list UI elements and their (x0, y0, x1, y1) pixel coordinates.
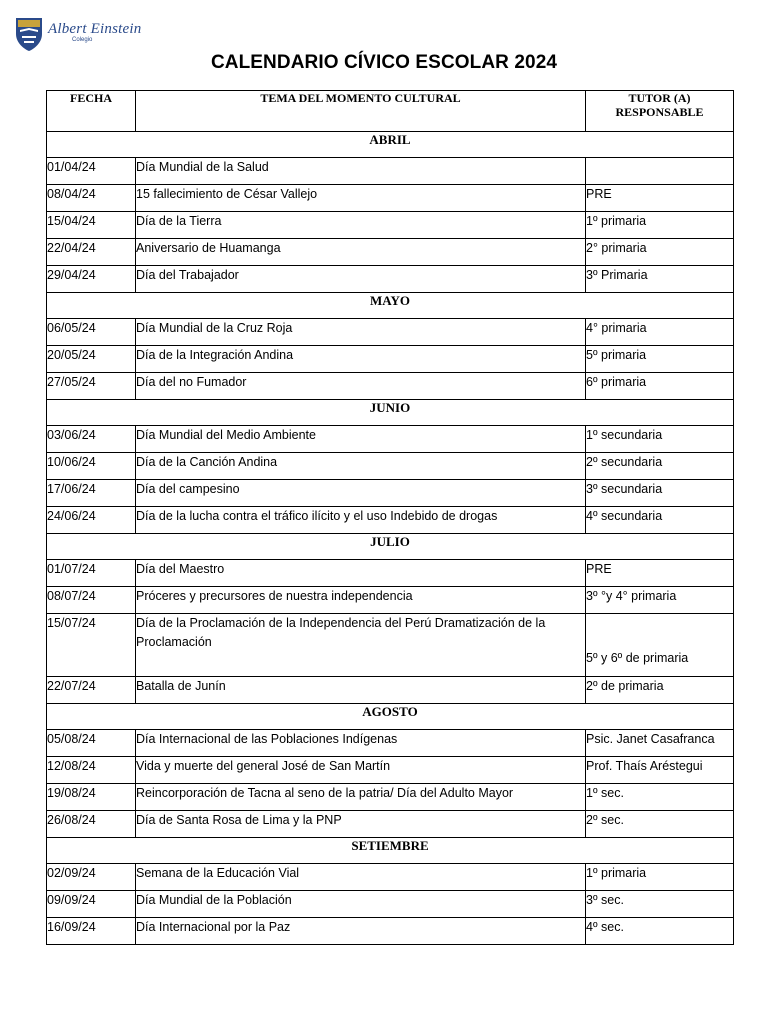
date-cell: 09/09/24 (47, 891, 136, 918)
tutor-cell: 1º primaria (586, 212, 734, 239)
logo-name: Albert Einstein (48, 21, 142, 37)
date-cell: 08/07/24 (47, 587, 136, 614)
table-row (47, 373, 734, 400)
date-cell: 29/04/24 (47, 266, 136, 293)
topic-cell: Día Mundial de la Población (136, 891, 586, 918)
school-logo (14, 16, 144, 56)
table-row (47, 614, 734, 677)
tutor-cell: Psic. Janet Casafranca (586, 730, 734, 757)
month-heading: JULIO (47, 534, 734, 560)
date-cell: 17/06/24 (47, 480, 136, 507)
tutor-cell: 3º sec. (586, 891, 734, 918)
table-row (47, 346, 734, 373)
tutor-cell: 2° primaria (586, 239, 734, 266)
tutor-cell: 1º secundaria (586, 426, 734, 453)
date-cell: 02/09/24 (47, 864, 136, 891)
column-header-tutor (586, 91, 734, 132)
table-row (47, 319, 734, 346)
month-row (47, 838, 734, 864)
date-cell: 22/07/24 (47, 677, 136, 704)
calendar-body (47, 132, 734, 945)
tutor-cell: 3º Primaria (586, 266, 734, 293)
date-cell: 22/04/24 (47, 239, 136, 266)
table-row (47, 811, 734, 838)
date-cell: 03/06/24 (47, 426, 136, 453)
month-row (47, 534, 734, 560)
table-row (47, 185, 734, 212)
table-header-row (47, 91, 734, 132)
date-cell: 27/05/24 (47, 373, 136, 400)
tutor-cell: 5º primaria (586, 346, 734, 373)
tutor-cell: 6º primaria (586, 373, 734, 400)
tutor-cell: 4° primaria (586, 319, 734, 346)
date-cell: 15/04/24 (47, 212, 136, 239)
table-row (47, 757, 734, 784)
shield-crest-icon (14, 16, 44, 52)
table-row (47, 480, 734, 507)
tutor-header-line2: RESPONSABLE (615, 105, 704, 119)
month-row (47, 132, 734, 158)
date-cell: 20/05/24 (47, 346, 136, 373)
table-row (47, 266, 734, 293)
month-heading: JUNIO (47, 400, 734, 426)
table-row (47, 426, 734, 453)
table-row (47, 918, 734, 945)
table-row (47, 677, 734, 704)
date-cell: 08/04/24 (47, 185, 136, 212)
table-row (47, 212, 734, 239)
tutor-cell: 5º y 6º de primaria (586, 614, 734, 677)
topic-cell: Semana de la Educación Vial (136, 864, 586, 891)
date-cell: 15/07/24 (47, 614, 136, 677)
calendar-table (46, 90, 734, 945)
topic-cell: Día de la Tierra (136, 212, 586, 239)
topic-cell: Día Mundial de la Salud (136, 158, 586, 185)
tutor-cell: 2º secundaria (586, 453, 734, 480)
topic-cell: Día Mundial de la Cruz Roja (136, 319, 586, 346)
month-heading: SETIEMBRE (47, 838, 734, 864)
topic-cell: Día de la lucha contra el tráfico ilícito y el uso Indebido de drogas (136, 507, 586, 534)
topic-cell: 15 fallecimiento de César Vallejo (136, 185, 586, 212)
tutor-header-line1: TUTOR (A) (628, 91, 691, 105)
table-row (47, 730, 734, 757)
topic-cell: Batalla de Junín (136, 677, 586, 704)
tutor-cell: PRE (586, 560, 734, 587)
topic-cell: Día de la Proclamación de la Independencia del Perú Dramatización de la Proclamación (136, 614, 586, 677)
date-cell: 01/07/24 (47, 560, 136, 587)
table-row (47, 239, 734, 266)
date-cell: 16/09/24 (47, 918, 136, 945)
topic-cell: Vida y muerte del general José de San Martín (136, 757, 586, 784)
date-cell: 01/04/24 (47, 158, 136, 185)
topic-cell: Día Mundial del Medio Ambiente (136, 426, 586, 453)
month-row (47, 400, 734, 426)
document-title: CALENDARIO CÍVICO ESCOLAR 2024 (210, 52, 558, 73)
tutor-cell: 4º sec. (586, 918, 734, 945)
date-cell: 24/06/24 (47, 507, 136, 534)
month-row (47, 704, 734, 730)
logo-subtitle: Colegio (72, 37, 93, 43)
tutor-cell: PRE (586, 185, 734, 212)
logo-wordmark (48, 20, 141, 38)
topic-cell: Próceres y precursores de nuestra independencia (136, 587, 586, 614)
topic-cell: Día del Maestro (136, 560, 586, 587)
table-row (47, 560, 734, 587)
tutor-cell: 2º sec. (586, 811, 734, 838)
tutor-cell (586, 158, 734, 185)
topic-cell: Día de Santa Rosa de Lima y la PNP (136, 811, 586, 838)
table-row (47, 891, 734, 918)
topic-cell: Día Internacional de las Poblaciones Indígenas (136, 730, 586, 757)
month-heading: MAYO (47, 293, 734, 319)
table-row (47, 784, 734, 811)
tutor-cell: 3º secundaria (586, 480, 734, 507)
date-cell: 26/08/24 (47, 811, 136, 838)
date-cell: 10/06/24 (47, 453, 136, 480)
topic-cell: Día de la Canción Andina (136, 453, 586, 480)
tutor-cell: 1º sec. (586, 784, 734, 811)
topic-cell: Reincorporación de Tacna al seno de la patria/ Día del Adulto Mayor (136, 784, 586, 811)
table-row (47, 587, 734, 614)
column-header-tema: TEMA DEL MOMENTO CULTURAL (136, 91, 586, 132)
tutor-cell: 3º °y 4° primaria (586, 587, 734, 614)
month-heading: AGOSTO (47, 704, 734, 730)
topic-cell: Día del campesino (136, 480, 586, 507)
topic-cell: Aniversario de Huamanga (136, 239, 586, 266)
table-row (47, 453, 734, 480)
tutor-cell: 4º secundaria (586, 507, 734, 534)
tutor-cell: 2º de primaria (586, 677, 734, 704)
topic-cell: Día del Trabajador (136, 266, 586, 293)
date-cell: 05/08/24 (47, 730, 136, 757)
tutor-cell: 1º primaria (586, 864, 734, 891)
table-row (47, 507, 734, 534)
tutor-cell: Prof. Thaís Aréstegui (586, 757, 734, 784)
month-row (47, 293, 734, 319)
month-heading: ABRIL (47, 132, 734, 158)
column-header-fecha: FECHA (47, 91, 136, 132)
date-cell: 19/08/24 (47, 784, 136, 811)
table-row (47, 864, 734, 891)
topic-cell: Día Internacional por la Paz (136, 918, 586, 945)
date-cell: 12/08/24 (47, 757, 136, 784)
table-row (47, 158, 734, 185)
date-cell: 06/05/24 (47, 319, 136, 346)
topic-cell: Día de la Integración Andina (136, 346, 586, 373)
topic-cell: Día del no Fumador (136, 373, 586, 400)
